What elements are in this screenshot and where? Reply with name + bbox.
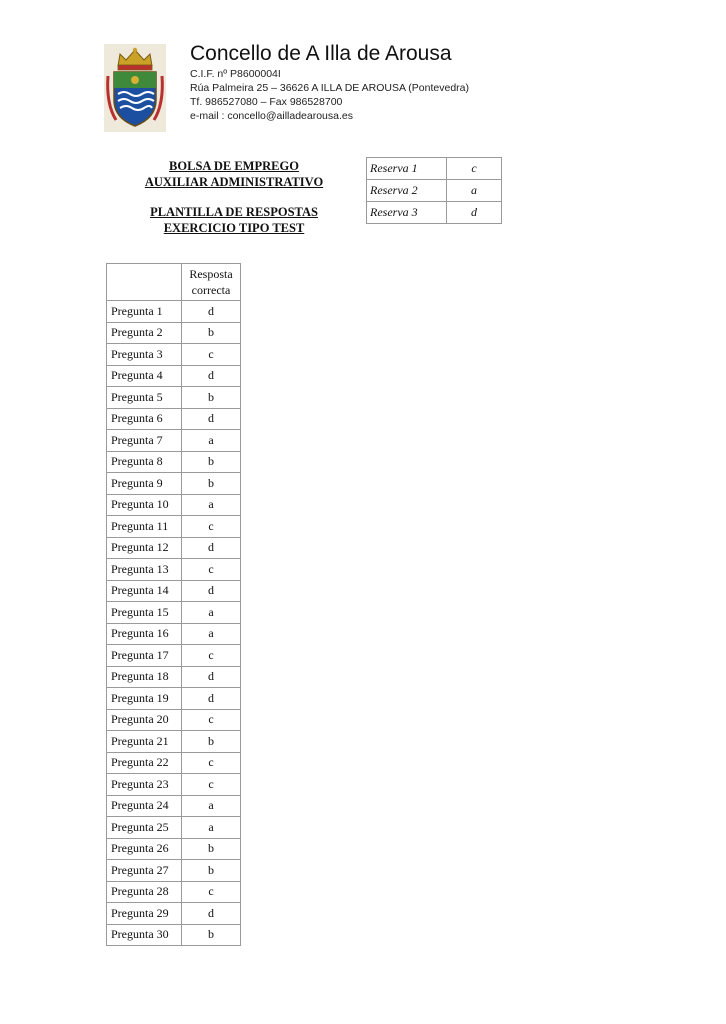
question-label: Pregunta 13 [107,559,182,581]
table-row [107,903,241,925]
answer-value: b [182,387,241,409]
answers-table [106,263,241,946]
question-label: Pregunta 29 [107,903,182,925]
table-row [107,645,241,667]
question-label: Pregunta 10 [107,494,182,516]
answer-value: d [182,365,241,387]
table-row [107,430,241,452]
table-row [107,365,241,387]
table-row [107,451,241,473]
table-row [107,580,241,602]
municipality-title: Concello de A Illa de Arousa [190,42,452,65]
question-label: Pregunta 25 [107,817,182,839]
question-label: Pregunta 8 [107,451,182,473]
question-label: Pregunta 2 [107,322,182,344]
table-row [107,623,241,645]
coat-of-arms-icon [104,44,166,132]
table-row [107,774,241,796]
table-row [107,817,241,839]
answer-value: a [182,602,241,624]
answer-value: a [182,494,241,516]
table-row [107,752,241,774]
answer-value: d [182,903,241,925]
question-label: Pregunta 18 [107,666,182,688]
question-label: Pregunta 12 [107,537,182,559]
table-row [107,559,241,581]
question-label: Pregunta 11 [107,516,182,538]
answer-value: c [182,645,241,667]
table-row [107,731,241,753]
reserve-table [366,157,502,224]
reserve-answer: a [447,180,502,202]
question-label: Pregunta 4 [107,365,182,387]
heading-line-3: PLANTILLA DE RESPOSTAS [150,205,318,219]
answers-header-row [107,264,241,301]
question-label: Pregunta 19 [107,688,182,710]
table-row [107,301,241,323]
answer-value: b [182,860,241,882]
table-row [107,924,241,946]
reserve-label: Reserva 1 [367,158,447,180]
reserve-row [367,202,502,224]
question-label: Pregunta 6 [107,408,182,430]
heading-line-4: EXERCICIO TIPO TEST [163,221,305,235]
address-line: Rúa Palmeira 25 – 36626 A ILLA DE AROUSA (Pontevedra) [190,82,469,94]
phone-fax-line: Tf. 986527080 – Fax 986528700 [190,96,343,108]
answer-value: c [182,709,241,731]
question-label: Pregunta 5 [107,387,182,409]
table-row [107,666,241,688]
question-label: Pregunta 20 [107,709,182,731]
table-row [107,838,241,860]
question-label: Pregunta 22 [107,752,182,774]
question-label: Pregunta 30 [107,924,182,946]
question-label: Pregunta 9 [107,473,182,495]
heading-line-1: BOLSA DE EMPREGO [169,159,299,173]
question-label: Pregunta 17 [107,645,182,667]
table-row [107,516,241,538]
answer-value: a [182,430,241,452]
answer-value: d [182,580,241,602]
question-label: Pregunta 27 [107,860,182,882]
table-row [107,537,241,559]
answer-value: c [182,774,241,796]
question-label: Pregunta 26 [107,838,182,860]
answer-value: d [182,688,241,710]
answer-value: d [182,537,241,559]
table-row [107,473,241,495]
table-row [107,709,241,731]
table-row [107,795,241,817]
answer-value: b [182,322,241,344]
question-label: Pregunta 24 [107,795,182,817]
question-label: Pregunta 15 [107,602,182,624]
reserve-row [367,158,502,180]
answer-value: b [182,451,241,473]
answer-value: a [182,817,241,839]
answer-value: b [182,473,241,495]
question-label: Pregunta 3 [107,344,182,366]
table-row [107,344,241,366]
table-row [107,688,241,710]
reserve-answer: c [447,158,502,180]
answer-value: b [182,731,241,753]
question-label: Pregunta 7 [107,430,182,452]
reserve-row [367,180,502,202]
reserve-label: Reserva 3 [367,202,447,224]
table-row [107,408,241,430]
question-label: Pregunta 14 [107,580,182,602]
answer-value: c [182,344,241,366]
correct-answer-header: Resposta correcta [182,264,241,301]
question-label: Pregunta 1 [107,301,182,323]
answer-value: b [182,838,241,860]
question-label: Pregunta 28 [107,881,182,903]
question-label: Pregunta 23 [107,774,182,796]
email-line: e-mail : concello@ailladearousa.es [190,110,353,122]
table-row [107,387,241,409]
heading-line-2: AUXILIAR ADMINISTRATIVO [144,175,324,189]
answer-value: c [182,516,241,538]
answer-value: d [182,301,241,323]
cif-line: C.I.F. nº P8600004I [190,68,281,80]
answer-value: d [182,666,241,688]
question-label: Pregunta 16 [107,623,182,645]
heading-plantilla [124,204,344,236]
empty-header-cell [107,264,182,301]
table-row [107,881,241,903]
answer-value: d [182,408,241,430]
table-row [107,322,241,344]
answer-value: c [182,752,241,774]
answer-value: c [182,559,241,581]
table-row [107,860,241,882]
heading-bolsa [124,158,344,190]
reserve-label: Reserva 2 [367,180,447,202]
reserve-answer: d [447,202,502,224]
question-label: Pregunta 21 [107,731,182,753]
answer-value: a [182,795,241,817]
table-row [107,494,241,516]
answer-value: b [182,924,241,946]
answer-value: a [182,623,241,645]
answer-value: c [182,881,241,903]
answers-body [107,301,241,946]
table-row [107,602,241,624]
